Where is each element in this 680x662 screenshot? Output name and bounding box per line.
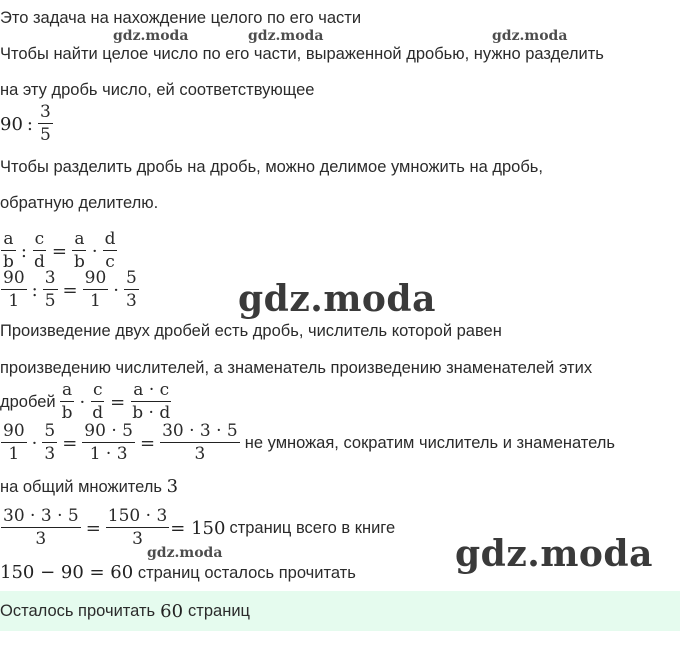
- math-operator: =: [51, 240, 67, 262]
- math-operator: :: [20, 240, 27, 262]
- intro-text: Это задача на нахождение целого по его части: [0, 9, 362, 27]
- note-text: [0, 477, 178, 497]
- result-text: страниц всего в книге: [229, 518, 396, 537]
- fraction: $\frac{a}{b}$: [61, 380, 73, 423]
- math-term: 150 − 90 = 60: [0, 562, 134, 583]
- fraction: $\frac{90 \cdot 5}{1 \cdot 3}$: [84, 421, 133, 464]
- fraction: $\frac{30 \cdot 3 \cdot 5}{3}$: [3, 506, 79, 549]
- watermark: gdz.moda: [492, 28, 568, 44]
- fraction: $\frac{3}{5}$: [44, 268, 56, 311]
- rule-text: Чтобы найти целое число по его части, выраженной дробью, нужно разделить: [0, 45, 604, 63]
- math-operator: =: [85, 517, 101, 539]
- math-operator: ·: [91, 240, 98, 262]
- watermark-large: gdz.moda: [238, 278, 436, 320]
- fraction: $\frac{a}{b}$: [3, 229, 14, 272]
- math-operator: =: [62, 432, 78, 454]
- fraction: $\frac{a}{b}$: [73, 229, 85, 272]
- watermark: gdz.moda: [113, 28, 189, 44]
- watermark-large: gdz.moda: [455, 533, 653, 575]
- watermark: gdz.moda: [147, 545, 223, 561]
- rule-text: дробей: [0, 392, 56, 411]
- fraction: $\frac{30 \cdot 3 \cdot 5}{3}$: [162, 421, 238, 464]
- fraction: $\frac{150 \cdot 3}{3}$: [107, 506, 168, 549]
- rule-text: Чтобы разделить дробь на дробь, можно делимое умножить на дробь,: [0, 158, 543, 176]
- rule-text: на эту дробь число, ей соответствующее: [0, 81, 315, 99]
- note-text: на общий множитель: [0, 478, 163, 496]
- equation-division-applied: [0, 270, 140, 310]
- rule-text: Произведение двух дробей есть дробь, числитель которой равен: [0, 322, 502, 340]
- math-operator: :: [31, 279, 38, 301]
- fraction: $\frac{90}{1}$: [3, 421, 25, 464]
- result-text: страниц осталось прочитать: [137, 564, 356, 582]
- fraction: $\frac{c}{d}$: [33, 229, 45, 272]
- equation-product-applied: [0, 423, 615, 463]
- fraction: $\frac{90}{1}$: [84, 268, 107, 311]
- answer-box: [0, 591, 680, 631]
- math-term: = 150: [170, 517, 226, 539]
- fraction: $\frac{5}{3}$: [44, 421, 56, 464]
- denominator: 5: [39, 125, 51, 145]
- note-text: не умножая, сократим числитель и знаменатель: [244, 433, 616, 452]
- fraction: [38, 104, 53, 144]
- answer-text: страниц: [188, 601, 250, 620]
- watermark: gdz.moda: [248, 28, 324, 44]
- answer-value: 60: [160, 600, 184, 622]
- fraction: $\frac{5}{3}$: [126, 268, 137, 311]
- math-term: 90: [0, 113, 23, 135]
- fraction: $\frac{c}{d}$: [92, 380, 104, 423]
- fraction: $\frac{a \cdot c}{b \cdot d}$: [132, 380, 171, 423]
- answer-text: Осталось прочитать: [0, 601, 156, 620]
- math-operator: ·: [31, 432, 38, 454]
- equation-total: [0, 508, 395, 548]
- equation-remaining: [0, 563, 356, 583]
- equation-rule-division: [0, 231, 118, 271]
- rule-text: обратную делителю.: [0, 194, 159, 212]
- math-operator: =: [139, 432, 156, 454]
- math-term: 3: [166, 476, 179, 497]
- math-operator: ·: [79, 391, 86, 413]
- numerator: 3: [39, 102, 51, 122]
- math-operator: =: [62, 279, 78, 301]
- equation-rule-product: [0, 382, 173, 422]
- math-operator: :: [26, 113, 33, 135]
- rule-text: произведению числителей, а знаменатель произведению знаменателей этих: [0, 359, 593, 377]
- equation-division: [0, 104, 54, 144]
- fraction: $\frac{d}{c}$: [104, 229, 116, 272]
- math-operator: =: [110, 391, 126, 413]
- math-operator: ·: [113, 279, 120, 301]
- fraction: $\frac{90}{1}$: [3, 268, 25, 311]
